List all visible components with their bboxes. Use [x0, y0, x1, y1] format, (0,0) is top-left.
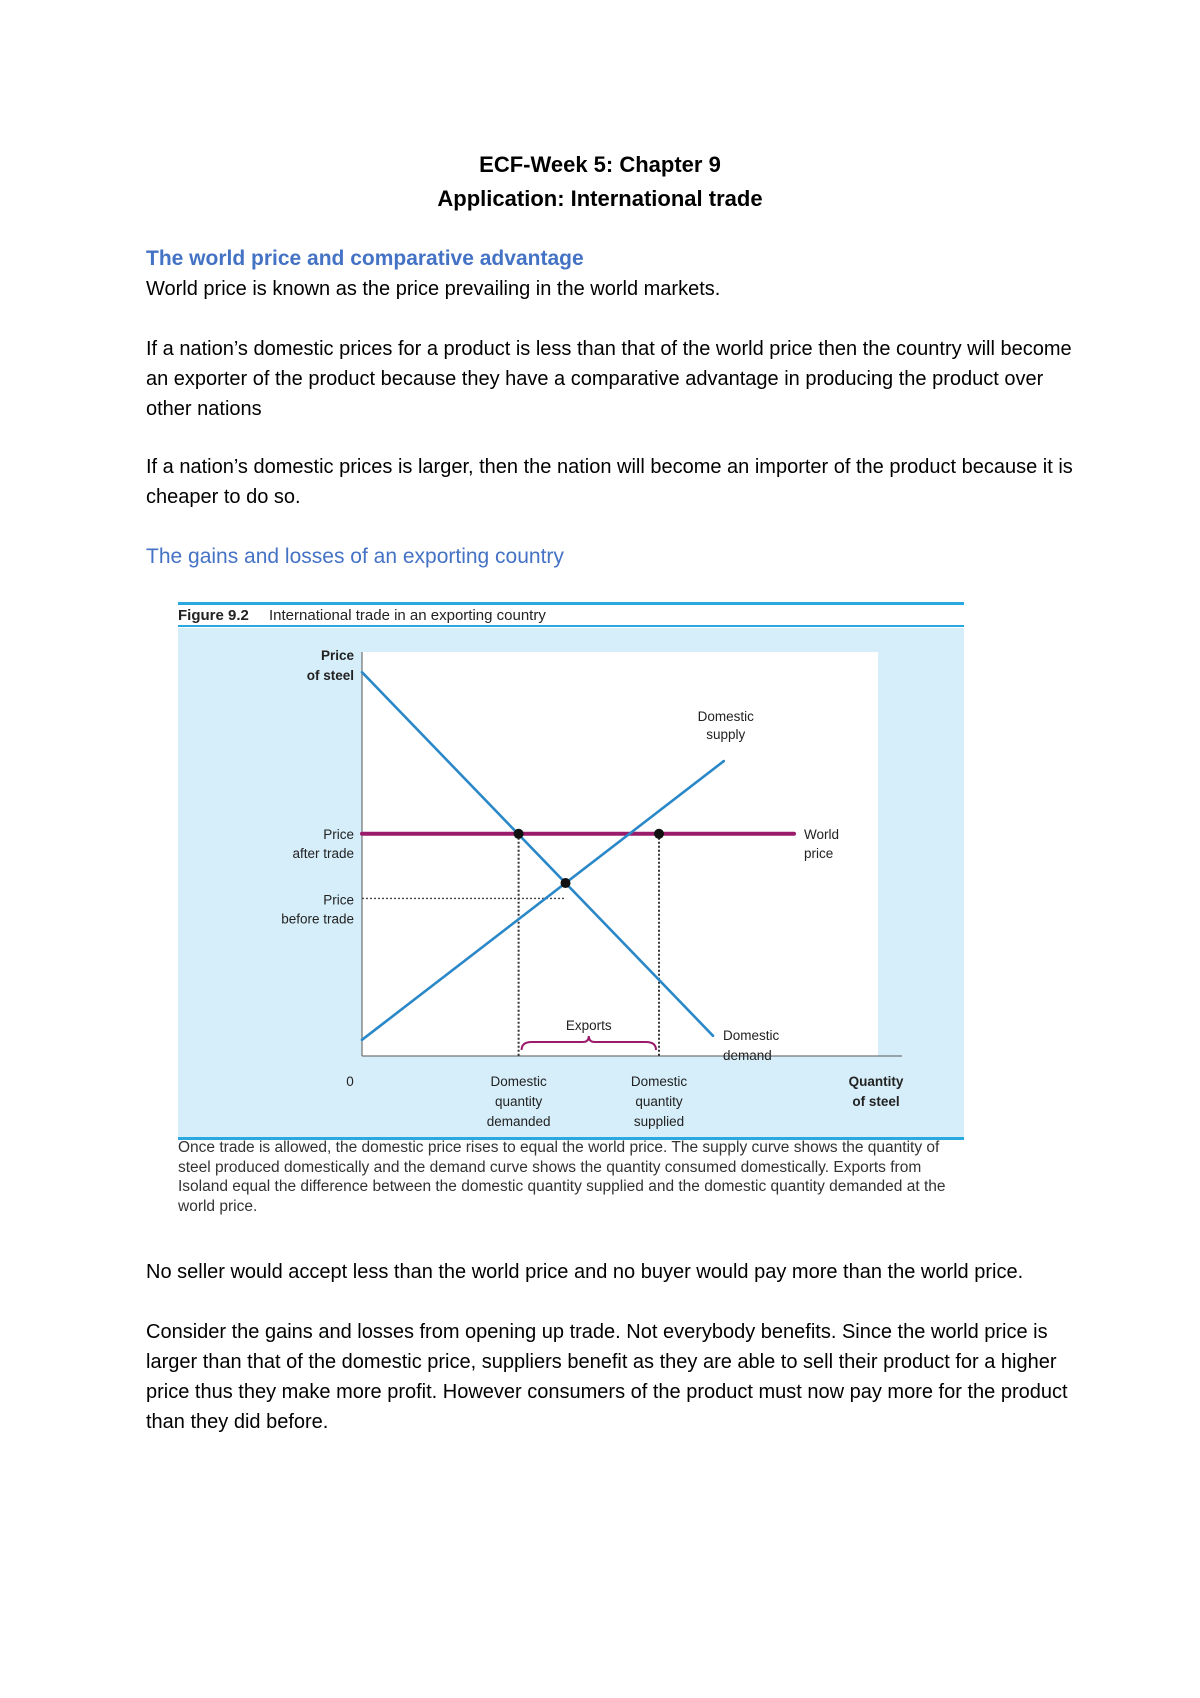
document-title: ECF-Week 5: Chapter 9: [479, 152, 721, 177]
domestic-supply-label: Domestic supply: [697, 709, 754, 743]
paragraph-importer: If a nation’s domestic prices is larger, then the nation will become an importer of the product because it is cheaper to do so.: [146, 456, 1073, 508]
section-heading-world-price: The world price and comparative advantage: [146, 247, 584, 270]
equilibrium-before-trade-point: [561, 878, 571, 888]
figure-title: International trade in an exporting country: [269, 607, 546, 624]
figure-label: Figure 9.2: [178, 607, 249, 624]
x-axis-label: Quantity of steel: [848, 1074, 904, 1109]
world-price-label: World price: [804, 826, 840, 861]
paragraph-world-price-acceptance: No seller would accept less than the world price and no buyer would pay more than the world price.: [146, 1261, 1024, 1283]
paragraph-exporter: If a nation’s domestic prices for a product is less than that of the world price then the country will become an exporter of the product because they have a comparative advantage in producing the product over other nations: [146, 338, 1072, 420]
y-axis-label: Price of steel: [306, 648, 354, 683]
figure-9-2: [178, 602, 964, 1142]
origin-label: 0: [346, 1074, 354, 1089]
exports-label: Exports: [565, 1018, 612, 1033]
figure-top-rule: [178, 602, 964, 605]
quantity-supplied-label: Domestic quantity supplied: [630, 1074, 688, 1129]
quantity-demanded-label: Domestic quantity demanded: [486, 1074, 551, 1129]
figure-title-rule: [178, 625, 964, 627]
figure-caption: Once trade is allowed, the domestic price rises to equal the world price. The supply curve shows the quantity of steel produced domestically and the demand curve shows the quantity consumed domestically. Exports from Isoland equal the difference between the domestic quantity supplied and the domestic quantity demanded at the world price.: [178, 1139, 946, 1215]
document-subtitle: Application: International trade: [437, 186, 763, 211]
price-before-trade-label: Price before trade: [281, 892, 354, 927]
domestic-demand-label: Domestic demand: [723, 1027, 780, 1063]
figure-svg: [178, 602, 964, 1142]
price-after-trade-label: Price after trade: [292, 826, 354, 861]
supply-at-world-price-point: [654, 829, 664, 839]
section-heading-exporting-country: The gains and losses of an exporting country: [146, 545, 564, 568]
paragraph-world-price-definition: World price is known as the price prevailing in the world markets.: [146, 278, 721, 300]
plot-area: [362, 652, 878, 1056]
demand-at-world-price-point: [514, 829, 524, 839]
paragraph-gains-and-losses: Consider the gains and losses from opening up trade. Not everybody benefits. Since the world price is larger than that of the domestic price, suppliers benefit as they are able to sell their product for a higher price thus they make more profit. However consumers of the product must now pay more for the product than they did before.: [146, 1321, 1068, 1433]
